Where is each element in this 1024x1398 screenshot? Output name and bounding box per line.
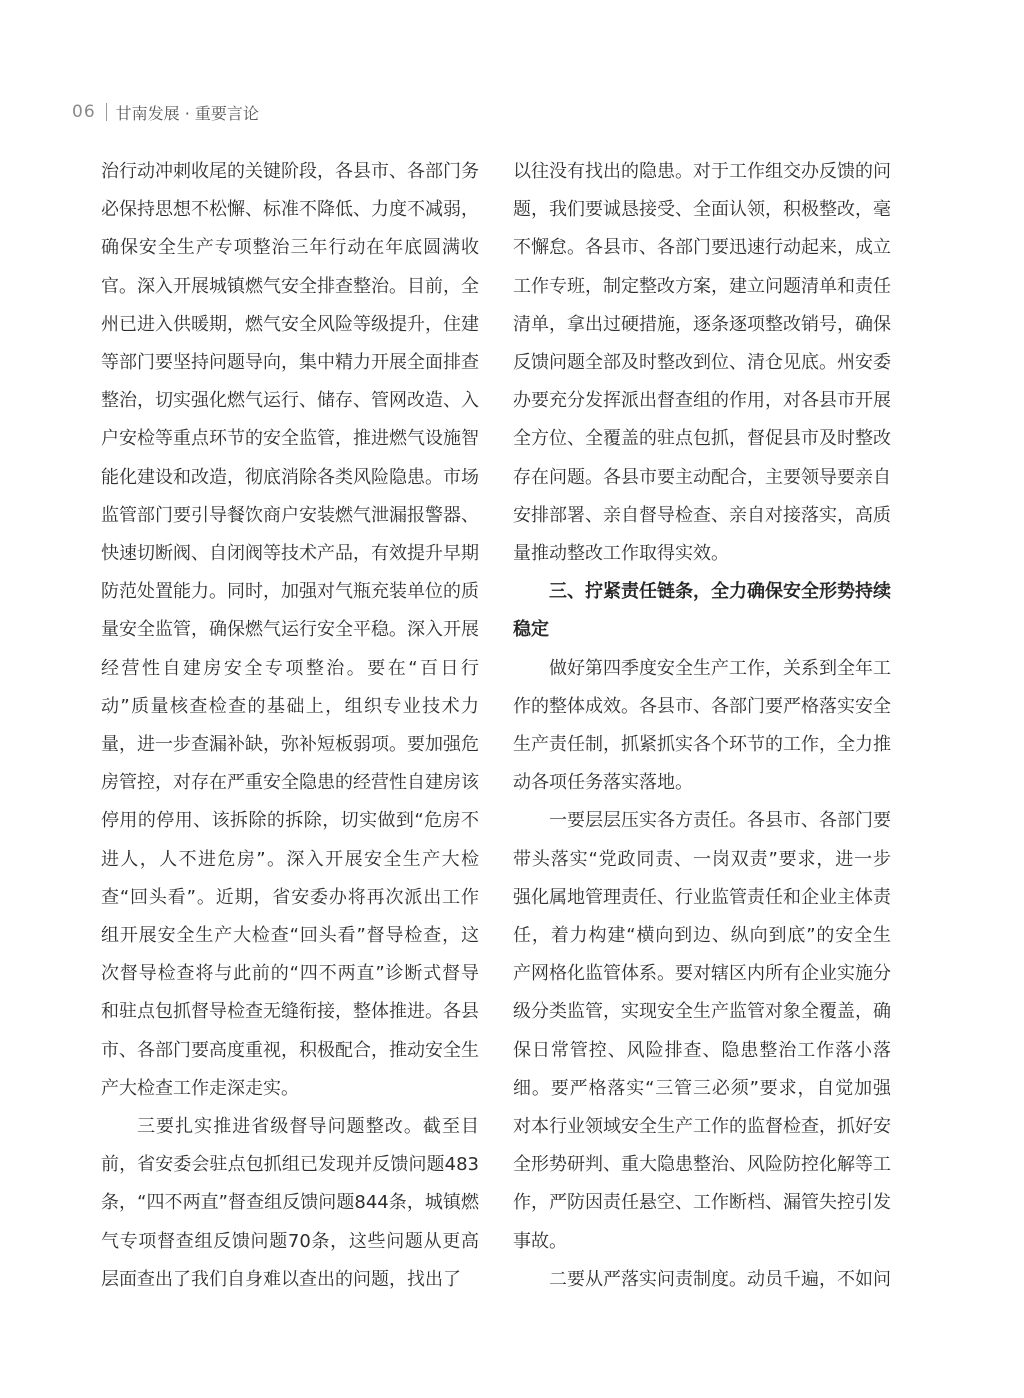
- paragraph: 做好第四季度安全生产工作，关系到全年工作的整体成效。各县市、各部门要严格落实安全生产责任制，抓紧抓实各个环节的工作，全力推动各项任务落实落地。: [513, 657, 891, 794]
- section-title: 甘南发展 · 重要言论: [115, 103, 259, 123]
- header-divider: [106, 103, 107, 121]
- paragraph: 二要从严落实问责制度。动员千遍，不如问: [549, 1268, 891, 1290]
- paragraph: 三要扎实推进省级督导问题整改。截至目前，省安委会驻点包抓组已发现并反馈问题483条，“四不两直”督查组反馈问题844条，城镇燃气专项督查组反馈问题70条，这些问题从更高层面查出了我们自身难以查出的问题，找出了: [101, 1116, 479, 1290]
- section-heading: 三、拧紧责任链条，全力确保安全形势持续稳定: [513, 581, 891, 641]
- page-number: 06: [72, 102, 96, 122]
- paragraph-continued: 治行动冲刺收尾的关键阶段，各县市、各部门务必保持思想不松懈、标准不降低、力度不减弱，确保安全生产专项整治三年行动在年底圆满收官。深入开展城镇燃气安全排查整治。目前，全州已进入供暖期，燃气安全风险等级提升，住建等部门要坚持问题导向，集中精力开展全面排查整治，切实强化燃气运行、储存、管网改造、入户安检等重点环节的安全监管，推进燃气设施智能化建设和改造，彻底消除各类风险隐患。市场监管部门要引导餐饮商户安装燃气泄漏报警器、快速切断阀、自闭阀等技术产品，有效提升早期防范处置能力。同时，加强对气瓶充装单位的质量安全监管，确保燃气运行安全平稳。深入开展经营性自建房安全专项整治。要在“百日行动”质量核查检查的基础上，组织专业技术力量，进一步查漏补缺，弥补短板弱项。要加强危房管控，对存在严重安全隐患的经营性自建房该停用的停用、该拆除的拆除，切实做到“危房不进人，人不进危房”。深入开展安全生产大检查“回头看”。近期，省安委办将再次派出工作组开展安全生产大检查“回头看”督导检查，这次督导检查将与此前的“四不两直”诊断式督导和驻点包抓督导检查无缝衔接，整体推进。各县市、各部门要高度重视，积极配合，推动安全生产大检查工作走深走实。: [101, 161, 479, 1099]
- paragraph-continued: 以往没有找出的隐患。对于工作组交办反馈的问题，我们要诚恳接受、全面认领，积极整改，毫不懈怠。各县市、各部门要迅速行动起来，成立工作专班，制定整改方案，建立问题清单和责任清单，拿出过硬措施，逐条逐项整改销号，确保反馈问题全部及时整改到位、清仓见底。州安委办要充分发挥派出督查组的作用，对各县市开展全方位、全覆盖的驻点包抓，督促县市及时整改存在问题。各县市要主动配合，主要领导要亲自安排部署、亲自督导检查、亲自对接落实，高质量推动整改工作取得实效。: [513, 161, 891, 565]
- right-column: [513, 153, 891, 1299]
- left-column: [101, 153, 479, 1299]
- page-header: [72, 100, 259, 124]
- paragraph: 一要层层压实各方责任。各县市、各部门要带头落实“党政同责、一岗双责”要求，进一步强化属地管理责任、行业监管责任和企业主体责任，着力构建“横向到边、纵向到底”的安全生产网格化监管体系。要对辖区内所有企业实施分级分类监管，实现安全生产监管对象全覆盖，确保日常管控、风险排查、隐患整治工作落小落细。要严格落实“三管三必须”要求，自觉加强对本行业领域安全生产工作的监督检查，抓好安全形势研判、重大隐患整治、风险防控化解等工作，严防因责任悬空、工作断档、漏管失控引发事故。: [513, 810, 891, 1252]
